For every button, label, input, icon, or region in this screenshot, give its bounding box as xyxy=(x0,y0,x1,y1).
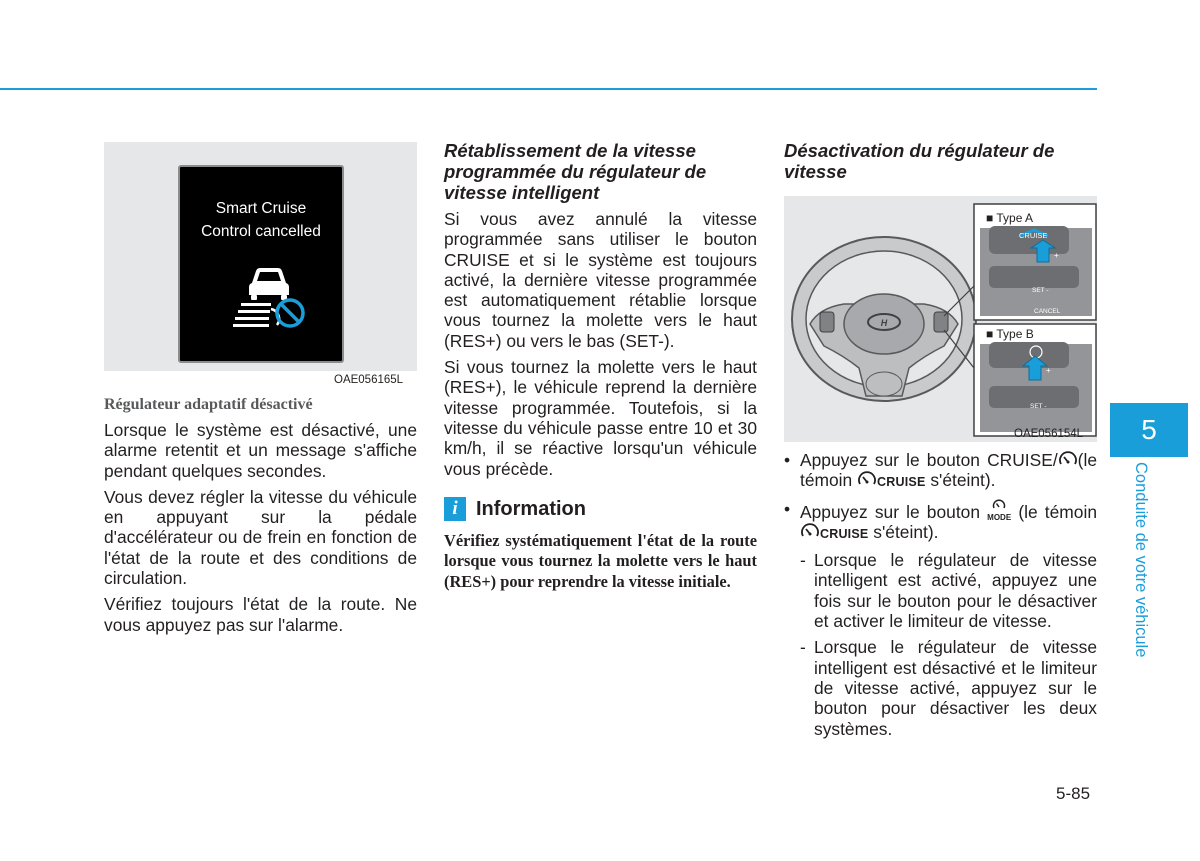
chapter-title-vertical: Conduite de votre véhicule xyxy=(1132,462,1150,658)
svg-text:+: + xyxy=(1046,366,1051,375)
cruise-indicator-label: CRUISE xyxy=(820,526,869,541)
column-1-text xyxy=(104,420,417,635)
svg-text:+: + xyxy=(1054,251,1059,260)
steering-wheel-illustration xyxy=(784,196,1097,442)
paragraph: Si vous avez annulé la vitesse programmée sans utiliser le bouton CRUISE et si le système est toujours activé, la dernière vitesse programmée est automatiquement rétablie lorsque vous tournez la molette vers le haut (RES+) ou vers le bas (SET-). xyxy=(444,209,757,351)
page-number: 5-85 xyxy=(1056,784,1091,803)
dash-list xyxy=(784,550,1097,739)
list-item xyxy=(784,499,1097,545)
svg-text:H: H xyxy=(880,318,888,328)
info-icon: i xyxy=(444,497,466,521)
screen-message-line2: Control cancelled xyxy=(201,223,321,240)
list-item-text: Appuyez sur le bouton xyxy=(800,501,981,522)
figure-code: OAE056154L xyxy=(1014,428,1084,440)
chapter-number-tab: 5 xyxy=(1110,403,1188,457)
list-item-text: Appuyez sur le bouton CRUISE/ xyxy=(800,450,1058,470)
bullet-list xyxy=(784,450,1097,544)
information-body: Vérifiez systématiquement l'état de la route lorsque vous tournez la molette vers le haut (RES+) pour reprendre la vitesse initiale. xyxy=(444,530,757,591)
paragraph: Vérifiez toujours l'état de la route. Ne vous appuyez pas sur l'alarme. xyxy=(104,594,417,635)
mode-button-icon xyxy=(987,499,1011,522)
cruise-button-label: CRUISE xyxy=(1019,231,1048,240)
list-item: - Lorsque le régulateur de vitesse intelligent est activé, appuyez une fois sur le bouton pour le désactiver et activer le limiteur de vitesse. xyxy=(784,550,1097,631)
top-rule xyxy=(0,88,1097,90)
list-item xyxy=(784,450,1097,493)
type-b-label: ■ Type B xyxy=(986,327,1034,341)
column-2-text xyxy=(444,140,757,592)
list-item-text: (le témoin xyxy=(1018,501,1097,522)
figure-cluster-display xyxy=(104,142,417,371)
cluster-screen xyxy=(178,165,344,363)
set-label-b: SET - xyxy=(1030,403,1047,410)
column-3-text xyxy=(784,450,1097,745)
set-label-a: SET - xyxy=(1032,287,1049,294)
list-item-text: s'éteint). xyxy=(930,470,996,491)
cruise-speedometer-icon xyxy=(1058,450,1078,470)
cruise-indicator-icon xyxy=(800,522,820,542)
section-heading: Rétablissement de la vitesse programmée du régulateur de vitesse intelligent xyxy=(444,140,707,203)
cruise-indicator-label: CRUISE xyxy=(877,475,926,490)
list-item: - Lorsque le régulateur de vitesse intelligent est désactivé et le limiteur de vitesse activé, appuyez sur le bouton pour désactiver les deux systèmes. xyxy=(784,637,1097,738)
list-item-text: s'éteint). xyxy=(873,521,939,542)
cruise-indicator-icon xyxy=(857,470,877,490)
figure-steering-wheel xyxy=(784,196,1097,442)
information-title: Information xyxy=(476,497,586,520)
mode-word: MODE xyxy=(987,512,1012,522)
paragraph: Si vous tournez la molette vers le haut (RES+), le véhicule reprend la dernière vitesse programmée. Toutefois, si la vitesse du véhicule passe entre 10 et 30 km/h, il se réactive lorsqu'un véhicule vous précède. xyxy=(444,357,757,479)
list-item-text: (le témoin xyxy=(800,450,1097,491)
subheading: Régulateur adaptatif désactivé xyxy=(104,396,313,413)
section-heading: Désactivation du régulateur de vitesse xyxy=(784,140,1055,182)
type-a-label: ■ Type A xyxy=(986,211,1034,225)
column-3-heading xyxy=(784,140,1097,182)
screen-message-line1: Smart Cruise xyxy=(215,200,307,217)
steering-wheel-icon xyxy=(792,237,976,401)
cancel-label: CANCEL xyxy=(1034,308,1061,315)
smart-cruise-cancelled-icon xyxy=(230,265,310,331)
paragraph: Vous devez régler la vitesse du véhicule en appuyant sur la pédale d'accélérateur ou de frein en fonction de l'état de la route et des conditions de circulation. xyxy=(104,486,417,589)
information-header xyxy=(444,497,757,521)
paragraph: Lorsque le système est désactivé, une alarme retentit et un message s'affiche pendant quelques secondes. xyxy=(104,420,417,481)
figure-code: OAE056165L xyxy=(334,374,404,386)
